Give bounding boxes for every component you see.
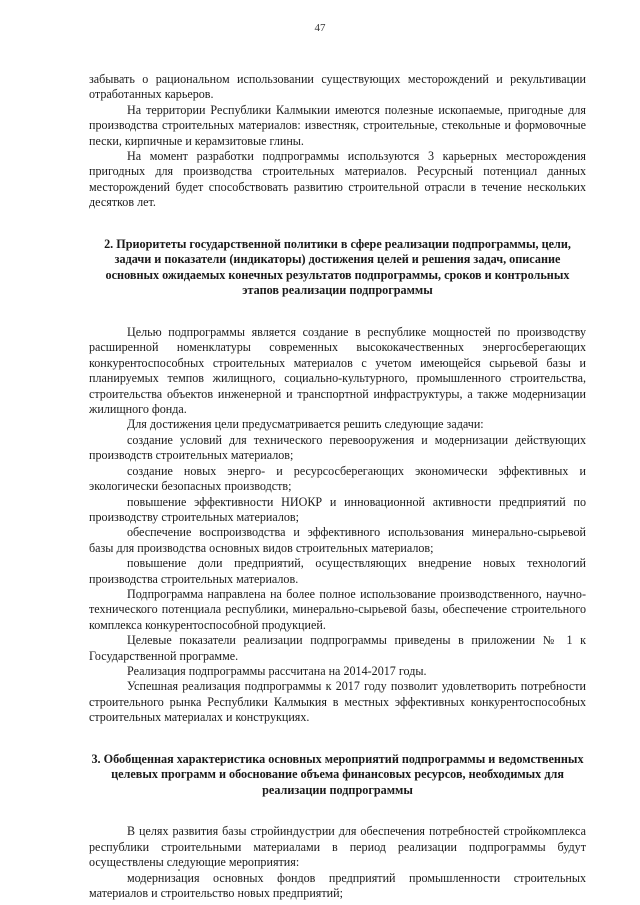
paragraph: забывать о рациональном использовании существующих месторождений и рекультивации отработанных карьеров. [89, 72, 586, 102]
section-2-body [89, 325, 586, 726]
paragraph: Целевые показатели реализации подпрограммы приведены в приложении № 1 к Государственной программе. [89, 633, 586, 663]
paragraph: Целью подпрограммы является создание в республике мощностей по производству расширенной номенклатуры современных высококачественных энергосберегающих конкурентоспособных строительных материалов с учетом имеющейся сырьевой базы и планируемых темпов жилищного, социально-культурного, промышленного строительства, строительства объектов инженерной и транспортной инфраструктуры, а также модернизации жилищного фонда. [89, 325, 586, 417]
paragraph: создание условий для технического перевооружения и модернизации действующих производств строительных материалов; [89, 432, 586, 463]
paragraph: создание новых энерго- и ресурсосберегающих экономически эффективных и экологически безопасных производств; [89, 463, 586, 494]
section-3-body [89, 824, 586, 901]
paragraph: В целях развития базы стройиндустрии для обеспечения потребностей стройкомплекса республики строительными материалами в период реализации подпрограммы будут осуществлены следующие мероприятия: [89, 824, 586, 870]
paragraph: На территории Республики Калмыкии имеются полезные ископаемые, пригодные для производства строительных материалов: известняк, строительные, стекольные и формовочные пески, кирпичные и керамзитовые глины. [89, 102, 586, 148]
paragraph: повышение эффективности НИОКР и инновационной активности предприятий по производству строительных материалов; [89, 494, 586, 524]
paragraph: Подпрограмма направлена на более полное использование производственного, научно-технического потенциала республики, минерально-сырьевой базы, обеспечение строительного комплекса конкурентоспособной продукцией. [89, 586, 586, 632]
paragraph: Для достижения цели предусматривается решить следующие задачи: [127, 417, 484, 432]
section-heading-3: 3. Обобщенная характеристика основных мероприятий подпрограммы и ведомственных целевых программ и обоснование объема финансовых ресурсов, необходимых для реализации подпрограммы [91, 751, 584, 797]
paragraph: На момент разработки подпрограммы используются 3 карьерных месторождения пригодных для производства строительных материалов. Ресурсный потенциал данных месторождений будет способствовать развитию строительной отрасли в течение нескольких десятков лет. [89, 149, 586, 210]
paragraph: повышение доли предприятий, осуществляющих внедрение новых технологий производства строительных материалов. [89, 556, 586, 586]
paragraph: Реализация подпрограммы рассчитана на 2014-2017 годы. [127, 663, 427, 678]
paragraph: модернизация основных фондов предприятий промышленности строительных материалов и строительство новых предприятий; [89, 870, 586, 900]
paragraph: Успешная реализация подпрограммы к 2017 году позволит удовлетворить потребности строительного рынка Республики Калмыкия в местных эффективных конкурентоспособных строительных материалах и конструкциях. [89, 679, 586, 725]
page-content [89, 72, 586, 901]
scan-speck [178, 869, 180, 871]
intro-section [89, 72, 586, 211]
page-number: 47 [314, 22, 326, 34]
section-heading-2: 2. Приоритеты государственной политики в сфере реализации подпрограммы, цели, задачи и показатели (индикаторы) достижения целей и решения задач, описание основных ожидаемых конечных результатов подпрограммы, сроков и контрольных этапов реализации подпрограммы [104, 236, 571, 298]
paragraph: обеспечение воспроизводства и эффективного использования минерально-сырьевой базы для производства основных видов строительных материалов; [89, 525, 586, 555]
